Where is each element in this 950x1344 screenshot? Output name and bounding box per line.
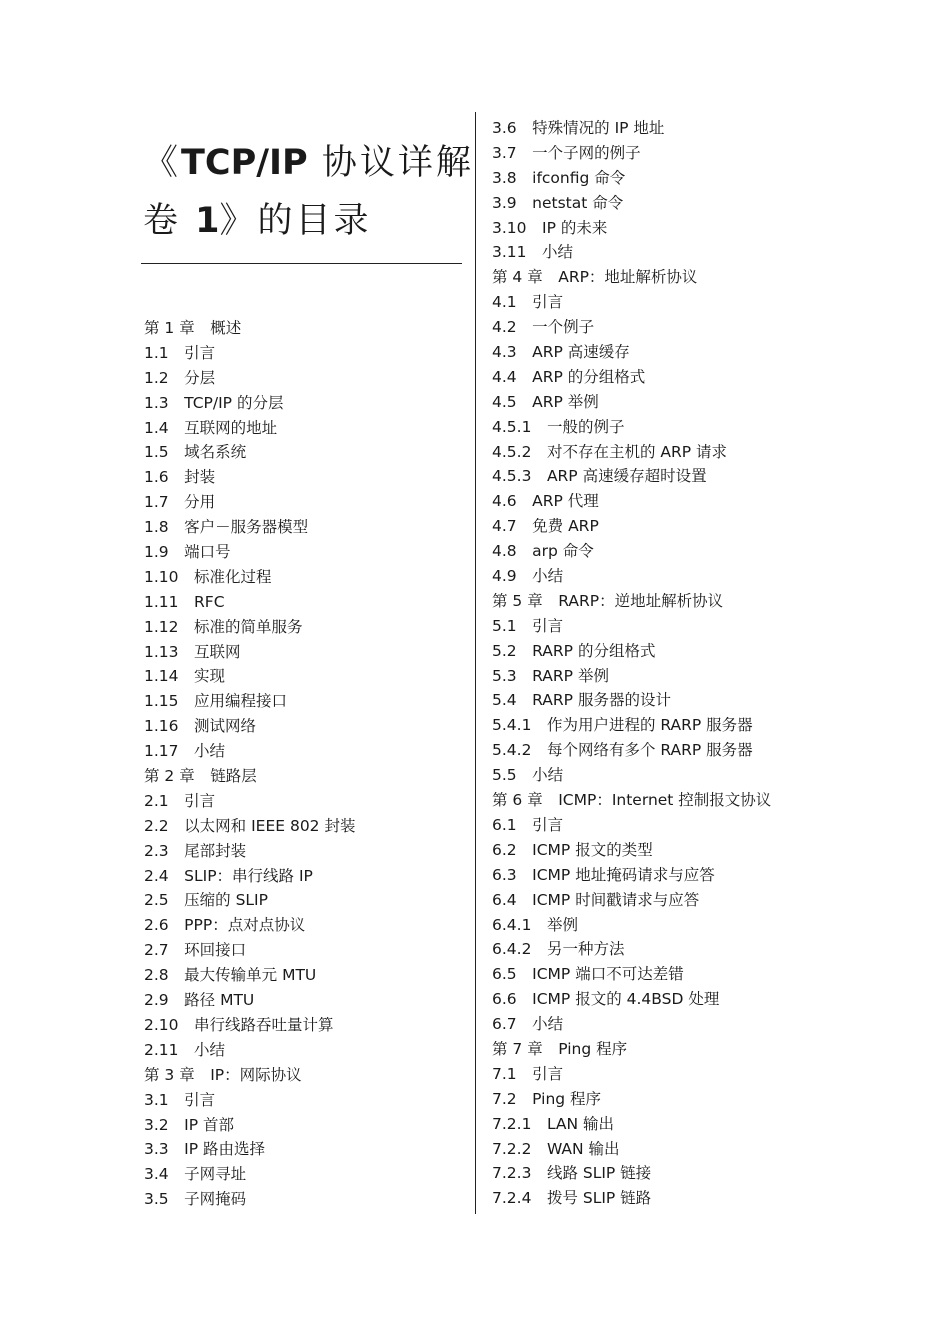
toc-entry	[492, 913, 771, 938]
toc-entry-text: 第 1 章 概述	[144, 319, 242, 337]
toc-entry-text: 6.6 ICMP 报文的 4.4BSD 处理	[492, 990, 720, 1009]
toc-entry-text: 7.2.1 LAN 输出	[492, 1114, 615, 1133]
toc-entry	[144, 664, 355, 689]
toc-entry-text: 3.7 一个子网的例子	[492, 143, 641, 162]
toc-entry	[144, 913, 355, 938]
toc-entry	[492, 763, 771, 788]
toc-entry	[144, 764, 355, 789]
toc-entry	[144, 615, 355, 640]
toc-entry-text: 4.5.3 ARP 高速缓存超时设置	[492, 467, 707, 486]
toc-entry-text: 6.5 ICMP 端口不可达差错	[492, 965, 684, 984]
toc-entry-text: 第 2 章 链路层	[144, 767, 257, 786]
toc-entry	[492, 589, 771, 614]
toc-entry-text: 5.4.2 每个网络有多个 RARP 服务器	[492, 741, 753, 760]
toc-entry-text: 6.7 小结	[492, 1015, 564, 1034]
toc-entry-text: 1.1 引言	[144, 343, 216, 362]
toc-entry-text: 2.7 环回接口	[144, 941, 247, 960]
toc-entry-text: 6.1 引言	[492, 815, 564, 834]
toc-entry-text: 7.1 引言	[492, 1064, 564, 1083]
toc-entry-text: 1.5 域名系统	[144, 443, 247, 462]
toc-entry-text: 5.4 RARP 服务器的设计	[492, 691, 671, 710]
toc-entry	[492, 713, 771, 738]
toc-entry-text: 4.9 小结	[492, 567, 564, 586]
toc-entry-text: 3.11 小结	[492, 243, 574, 262]
toc-entry	[492, 489, 771, 514]
toc-left-column	[144, 316, 355, 1212]
toc-entry	[492, 1112, 771, 1137]
toc-entry	[492, 290, 771, 315]
toc-entry	[144, 739, 355, 764]
toc-entry	[492, 240, 771, 265]
toc-entry	[492, 962, 771, 987]
toc-entry	[144, 1162, 355, 1187]
toc-entry-text: 1.13 互联网	[144, 642, 241, 661]
toc-entry-text: 5.1 引言	[492, 616, 564, 635]
toc-entry-text: 2.10 串行线路吞吐量计算	[144, 1015, 334, 1034]
title-volume-number: 1	[195, 201, 220, 241]
toc-entry-text: 6.4 ICMP 时间戳请求与应答	[492, 890, 700, 909]
toc-entry	[144, 316, 355, 341]
toc-entry	[492, 614, 771, 639]
toc-entry-text: 4.5.2 对不存在主机的 ARP 请求	[492, 442, 728, 461]
toc-entry-text: 3.10 IP 的未来	[492, 218, 608, 237]
toc-entry-text: 3.5 子网掩码	[144, 1190, 247, 1209]
toc-entry	[144, 465, 355, 490]
toc-entry	[492, 987, 771, 1012]
toc-entry	[492, 813, 771, 838]
toc-entry-text: 3.6 特殊情况的 IP 地址	[492, 119, 665, 137]
toc-entry-text: 7.2.2 WAN 输出	[492, 1139, 620, 1158]
toc-entry	[144, 839, 355, 864]
toc-entry-text: 6.2 ICMP 报文的类型	[492, 840, 653, 859]
toc-entry	[492, 738, 771, 763]
toc-entry-text: 7.2.3 线路 SLIP 链接	[492, 1164, 652, 1183]
toc-entry	[144, 416, 355, 441]
toc-entry	[144, 1063, 355, 1088]
toc-entry	[492, 1062, 771, 1087]
toc-entry	[144, 1013, 355, 1038]
toc-entry	[492, 1037, 771, 1062]
toc-entry-text: 1.9 端口号	[144, 543, 231, 562]
toc-entry	[144, 864, 355, 889]
toc-entry-text: 6.4.2 另一种方法	[492, 940, 625, 959]
toc-entry-text: 1.11 RFC	[144, 592, 225, 611]
toc-entry-text: 4.4 ARP 的分组格式	[492, 367, 646, 386]
toc-entry	[144, 490, 355, 515]
toc-entry	[492, 340, 771, 365]
toc-entry	[492, 838, 771, 863]
toc-entry-text: 3.8 ifconfig 命令	[492, 168, 626, 187]
toc-entry-text: 1.10 标准化过程	[144, 567, 272, 586]
toc-entry	[492, 390, 771, 415]
toc-entry	[492, 116, 771, 141]
toc-entry	[492, 415, 771, 440]
toc-entry-text: 7.2 Ping 程序	[492, 1089, 602, 1108]
toc-entry-text: 第 6 章 ICMP：Internet 控制报文协议	[492, 791, 772, 810]
toc-entry	[492, 514, 771, 539]
toc-entry	[492, 440, 771, 465]
toc-entry	[492, 216, 771, 241]
toc-entry	[144, 515, 355, 540]
toc-entry-text: 4.7 免费 ARP	[492, 517, 599, 536]
toc-entry-text: 1.12 标准的简单服务	[144, 617, 303, 636]
toc-entry-text: 5.4.1 作为用户进程的 RARP 服务器	[492, 716, 753, 735]
toc-entry	[144, 814, 355, 839]
toc-entry-text: 4.5.1 一般的例子	[492, 417, 625, 436]
toc-entry-text: 第 5 章 RARP：逆地址解析协议	[492, 591, 724, 610]
toc-entry-text: 2.5 压缩的 SLIP	[144, 891, 268, 910]
toc-entry	[492, 1012, 771, 1037]
toc-entry	[492, 265, 771, 290]
toc-entry	[492, 788, 771, 813]
toc-entry	[144, 391, 355, 416]
title-contents-suffix: 》的目录	[219, 201, 372, 241]
toc-entry-text: 3.2 IP 首部	[144, 1115, 234, 1134]
title-line-2	[143, 192, 463, 250]
toc-entry-text: 1.15 应用编程接口	[144, 692, 288, 711]
toc-entry-text: 4.8 arp 命令	[492, 542, 594, 561]
toc-entry	[144, 341, 355, 366]
toc-entry	[492, 141, 771, 166]
toc-entry	[144, 963, 355, 988]
toc-entry	[144, 789, 355, 814]
toc-entry	[144, 440, 355, 465]
toc-entry-text: 6.4.1 举例	[492, 915, 578, 934]
toc-entry	[144, 1038, 355, 1063]
toc-entry	[144, 540, 355, 565]
toc-entry	[144, 1088, 355, 1113]
toc-entry-text: 2.8 最大传输单元 MTU	[144, 966, 317, 985]
toc-entry	[144, 938, 355, 963]
toc-entry-text: 5.5 小结	[492, 766, 564, 785]
toc-entry	[492, 688, 771, 713]
title-protocol-detail: 协议详解	[307, 143, 474, 183]
toc-entry-text: 第 3 章 IP：网际协议	[144, 1065, 302, 1084]
toc-entry	[492, 1137, 771, 1162]
toc-entry-text: 2.2 以太网和 IEEE 802 封装	[144, 816, 356, 835]
toc-entry	[492, 664, 771, 689]
toc-entry	[144, 714, 355, 739]
toc-entry	[492, 315, 771, 340]
toc-entry-text: 3.3 IP 路由选择	[144, 1140, 265, 1159]
toc-entry-text: 1.4 互联网的地址	[144, 418, 278, 437]
toc-entry-text: 5.2 RARP 的分组格式	[492, 641, 656, 660]
toc-entry-text: 1.7 分用	[144, 493, 216, 512]
document-title	[143, 134, 474, 250]
toc-entry	[144, 888, 355, 913]
toc-entry-text: 3.9 netstat 命令	[492, 193, 624, 212]
toc-entry	[492, 564, 771, 589]
toc-entry	[144, 640, 355, 665]
toc-entry-text: 4.1 引言	[492, 293, 564, 312]
toc-entry-text: 5.3 RARP 举例	[492, 666, 609, 685]
toc-entry	[492, 937, 771, 962]
toc-entry-text: 第 7 章 Ping 程序	[492, 1039, 628, 1058]
toc-entry-text: 1.17 小结	[144, 742, 226, 761]
toc-entry	[492, 539, 771, 564]
toc-entry	[144, 590, 355, 615]
toc-entry-text: 6.3 ICMP 地址掩码请求与应答	[492, 865, 715, 884]
toc-entry	[144, 565, 355, 590]
toc-entry-text: 1.8 客户－服务器模型	[144, 518, 309, 537]
title-volume-prefix: 卷	[143, 201, 196, 241]
toc-entry	[144, 366, 355, 391]
toc-entry-text: 7.2.4 拨号 SLIP 链路	[492, 1189, 652, 1208]
toc-entry	[492, 863, 771, 888]
toc-entry	[492, 1161, 771, 1186]
toc-entry-text: 4.5 ARP 举例	[492, 392, 599, 411]
toc-entry-text: 2.11 小结	[144, 1040, 226, 1059]
toc-right-column	[492, 116, 771, 1211]
toc-entry-text: 2.6 PPP：点对点协议	[144, 916, 306, 935]
toc-entry-text: 2.4 SLIP：串行线路 IP	[144, 866, 313, 885]
toc-entry	[492, 888, 771, 913]
toc-entry-text: 3.4 子网寻址	[144, 1165, 247, 1184]
toc-entry-text: 4.6 ARP 代理	[492, 492, 599, 511]
toc-entry	[144, 1113, 355, 1138]
toc-entry	[492, 191, 771, 216]
toc-entry-text: 1.2 分层	[144, 368, 216, 387]
toc-entry-text: 2.1 引言	[144, 791, 216, 810]
title-underline	[141, 263, 462, 264]
toc-entry	[144, 689, 355, 714]
toc-entry-text: 3.1 引言	[144, 1090, 216, 1109]
toc-entry-text: 1.3 TCP/IP 的分层	[144, 393, 284, 412]
toc-entry	[144, 988, 355, 1013]
title-open-bracket: 《	[143, 143, 182, 183]
toc-entry	[492, 464, 771, 489]
toc-entry-text: 4.3 ARP 高速缓存	[492, 343, 630, 362]
toc-entry-text: 第 4 章 ARP：地址解析协议	[492, 268, 698, 287]
toc-entry-text: 1.14 实现	[144, 667, 226, 686]
toc-entry	[144, 1137, 355, 1162]
toc-entry-text: 4.2 一个例子	[492, 318, 595, 337]
toc-entry	[492, 1186, 771, 1211]
toc-entry-text: 1.16 测试网络	[144, 717, 257, 736]
title-line-1	[143, 134, 474, 192]
toc-entry-text: 1.6 封装	[144, 468, 216, 487]
title-tcpip: TCP/IP	[181, 143, 308, 183]
toc-entry	[492, 365, 771, 390]
toc-entry	[492, 639, 771, 664]
toc-entry	[492, 166, 771, 191]
toc-entry-text: 2.3 尾部封装	[144, 841, 247, 860]
toc-entry	[144, 1187, 355, 1212]
toc-entry	[492, 1087, 771, 1112]
toc-entry-text: 2.9 路径 MTU	[144, 991, 255, 1010]
column-divider	[475, 112, 476, 1214]
